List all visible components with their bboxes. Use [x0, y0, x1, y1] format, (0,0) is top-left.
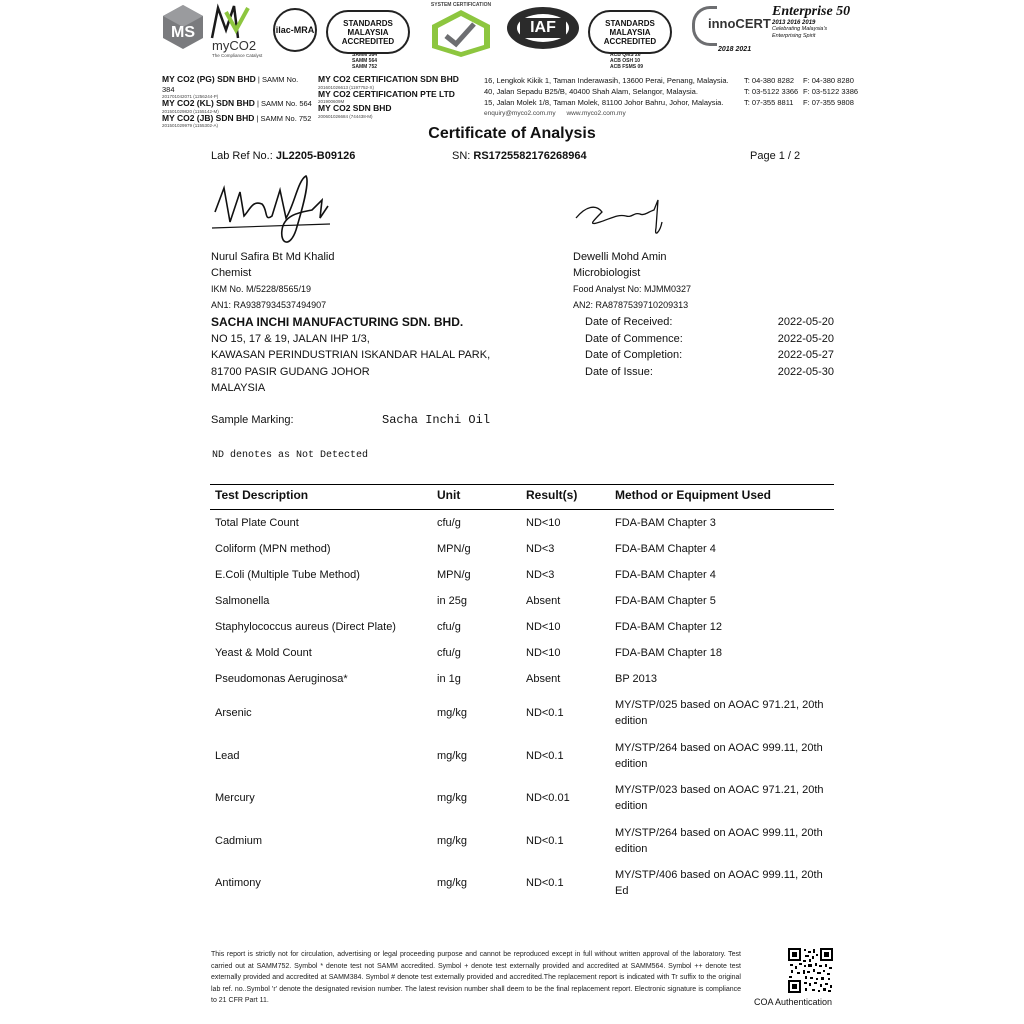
standards-malaysia-logo-2: STANDARDS MALAYSIA ACCREDITED — [588, 10, 672, 54]
companies-mid: MY CO2 CERTIFICATION SDN BHD 201601026613 (1197752-X) MY CO2 CERTIFICATION PTE LTD 201900609M MY CO2 SDN BHD 200601026684 (744438-M) — [318, 74, 459, 119]
client-block: SACHA INCHI MANUFACTURING SDN. BHD. NO 15, 17 & 19, JALAN IHP 1/3, KAWASAN PERINDUSTRIAN ISKANDAR HALAL PARK, 81700 PASIR GUDANG JOHOR MALAYSIA — [211, 315, 491, 394]
enterprise-50-logo: Enterprise 50 2013 2016 2019 Celebrating Malaysia's Enterprising Spirit — [772, 4, 851, 39]
table-row: Total Plate Count cfu/g ND<10 FDA-BAM Chapter 3 — [215, 516, 716, 529]
myco2-logo: myCO2 The Compliance Catalyst — [208, 2, 268, 62]
innocert-logo: innoCERT 2018 2021 — [692, 6, 772, 56]
table-row: Coliform (MPN method) MPN/g ND<3 FDA-BAM Chapter 4 — [215, 542, 716, 555]
signature-chemist — [210, 170, 335, 250]
ilac-mra-logo: ilac-MRA — [273, 8, 317, 52]
phones: T: 04-380 8282 T: 03-5122 3366 T: 07-355 8811 — [744, 76, 799, 107]
signature-microbiologist — [574, 192, 666, 244]
results-table — [210, 484, 834, 905]
document-title: Certificate of Analysis — [428, 125, 596, 142]
qr-code[interactable] — [788, 948, 833, 993]
signatory-chemist: Nurul Safira Bt Md Khalid Chemist IKM No. M/5228/8565/19 AN1: RA9387934537494907 — [211, 251, 335, 310]
system-certification-logo: SYSTEM CERTIFICATION — [428, 2, 494, 62]
table-header: Test Description Unit Result(s) Method or Equipment Used — [210, 485, 834, 510]
table-row: Mercury mg/kg ND<0.01 MY/STP/023 based on AOAC 971.21, 20th edition — [215, 784, 824, 812]
addresses: 16, Lengkok Kikik 1, Taman Inderawasih, 13600 Perai, Penang, Malaysia. 40, Jalan Sepadu B25/B, 40400 Shah Alam, Selangor, Malaysia. 15, Jalan Molek 1/8, Taman Molek, 81100 Johor Bahru, Johor, Malaysia. enquiry@myco2.com.my www.myco2.com.my — [484, 76, 729, 117]
table-row: Lead mg/kg ND<0.1 MY/STP/264 based on AOAC 999.11, 20th edition — [215, 741, 823, 770]
serial-number: SN: RS1725582176268964 — [452, 150, 587, 162]
nd-note: ND denotes as Not Detected — [212, 450, 369, 461]
client-name: SACHA INCHI MANUFACTURING SDN. BHD. — [211, 315, 464, 329]
table-row: Cadmium mg/kg ND<0.1 MY/STP/264 based on AOAC 999.11, 20th edition — [215, 826, 823, 855]
table-row: Arsenic mg/kg ND<0.1 MY/STP/025 based on AOAC 971.21, 20th edition — [215, 699, 824, 727]
sample-marking-label: Sample Marking: — [211, 414, 294, 426]
qr-label: COA Authentication — [754, 997, 833, 1007]
table-row: Yeast & Mold Count cfu/g ND<10 FDA-BAM Chapter 18 — [215, 646, 722, 659]
footer-disclaimer: This report is strictly not for circulation, advertising or legal proceeding purpose and cannot be reproduced except in full without written approval of the laboratory. Test carried out at SAMM752. Symbol * denote test not SAMM accredited. Symbol + denote test externally provided and accredited at SAMM564. Symbol ++ denote test externally provided and accredited at SAMM384. Symbol # denote test externally provided and accredited.The replacement report is indicated with Tr suffix to the original lab ref. no..Symbol 'r' denote the designated revision number. The latest revision number shall deem to be the final replacement report. Electronic signature is compliance to 21 CFR Part 11. — [211, 951, 741, 1004]
page-number: Page 1 / 2 — [750, 150, 801, 162]
svg-text:MS: MS — [171, 24, 195, 41]
dates-block: Date of Received: 2022-05-20 Date of Commence: 2022-05-20 Date of Completion: 2022-05-27 Date of Issue: 2022-05-30 — [585, 316, 834, 378]
companies-left: MY CO2 (PG) SDN BHD | SAMM No. 384 201701042071 (1256244-P) MY CO2 (KL) SDN BHD | SAMM No. 564 201501029820 (1155142-M) MY CO2 (JB) SDN BHD | SAMM No. 752 201501029979 (1155302-A) — [162, 74, 312, 128]
table-row: Salmonella in 25g Absent FDA-BAM Chapter 5 — [215, 594, 716, 607]
standards-malaysia-logo: STANDARDS MALAYSIA ACCREDITED — [326, 10, 410, 54]
signatory-microbiologist: Dewelli Mohd Amin Microbiologist Food Analyst No: MJMM0327 AN2: RA8787539710209313 — [573, 251, 692, 310]
samm-numbers: SAMM 384 SAMM 564 SAMM 752 — [352, 52, 378, 70]
ms-logo — [162, 4, 204, 50]
table-row: E.Coli (Multiple Tube Method) MPN/g ND<3 FDA-BAM Chapter 4 — [215, 568, 716, 581]
sample-marking: Sacha Inchi Oil — [382, 413, 491, 427]
lab-ref: Lab Ref No.: JL2205-B09126 — [211, 150, 356, 162]
faxes: F: 04-380 8280 F: 03-5122 3386 F: 07-355 9808 — [803, 76, 859, 107]
header-logos — [160, 2, 870, 72]
table-row: Antimony mg/kg ND<0.1 MY/STP/406 based on AOAC 999.11, 20th Ed — [215, 869, 823, 897]
table-row: Pseudomonas Aeruginosa* in 1g Absent BP 2013 — [215, 672, 658, 685]
table-row: Staphylococcus aureus (Direct Plate) cfu/g ND<10 FDA-BAM Chapter 12 — [215, 620, 722, 633]
iaf-logo: IAF — [506, 6, 580, 50]
acb-numbers: ACB QMS 26 ACB OSH 10 ACB FSMS 09 — [610, 52, 644, 70]
